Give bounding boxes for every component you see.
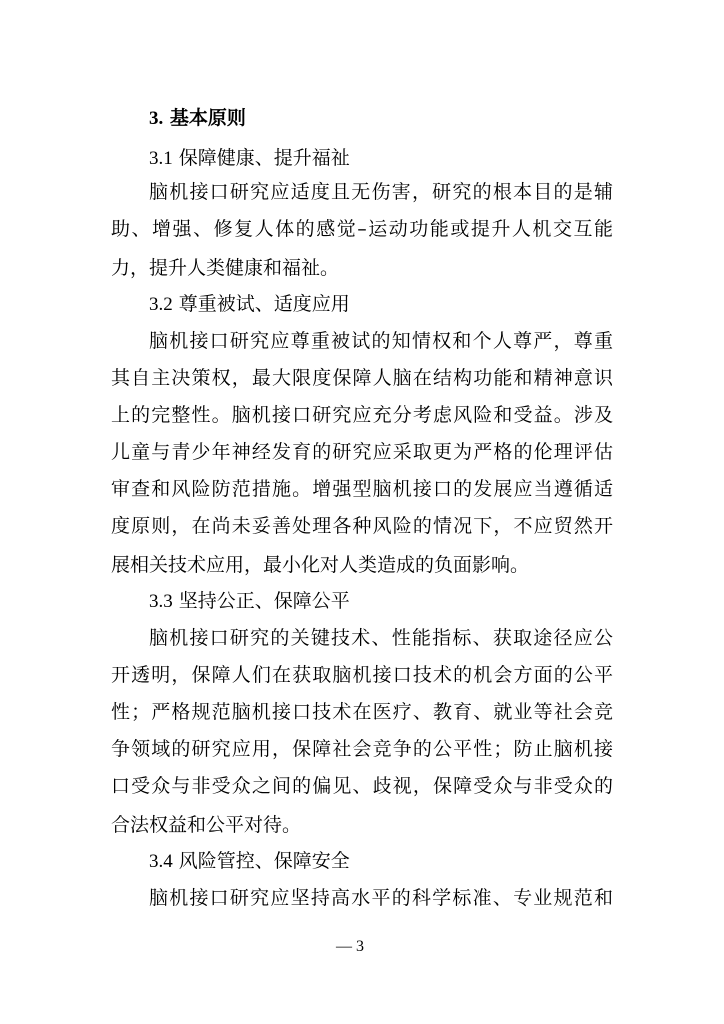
paragraph-line: 口受众与非受众之间的偏见、歧视，保障受众与非受众的: [111, 775, 613, 797]
paragraph-line: 性；严格规范脑机接口技术在医疗、教育、就业等社会竞: [111, 701, 613, 723]
paragraph-line: 度原则，在尚未妥善处理各种风险的情况下，不应贸然开: [111, 515, 613, 537]
paragraph-line: 助、增强、修复人体的感觉–运动功能或提升人机交互能: [111, 218, 613, 240]
paragraph-line: 合法权益和公平对待。: [111, 814, 302, 836]
page-number: — 3: [336, 938, 364, 955]
section-number: 3.: [149, 108, 164, 129]
section-heading: [149, 106, 613, 131]
paragraph-line: 审查和风险防范措施。增强型脑机接口的发展应当遵循适: [111, 478, 613, 500]
subsection-number: 3.2: [149, 294, 173, 315]
paragraph-line: 力，提升人类健康和福祉。: [111, 257, 340, 279]
paragraph-line: 上的完整性。脑机接口研究应充分考虑风险和受益。涉及: [111, 404, 613, 426]
subsection-number: 3.3: [149, 591, 173, 612]
subsection-title: 尊重被试、适度应用: [172, 293, 350, 315]
subsection-heading-3-2: [149, 292, 613, 317]
subsection-heading-3-1: [149, 146, 613, 171]
subsection-title: 风险管控、保障安全: [172, 850, 350, 872]
subsection-number: 3.1: [149, 148, 173, 169]
subsection-title: 坚持公正、保障公平: [172, 590, 350, 612]
subsection-number: 3.4: [149, 851, 173, 872]
subsection-heading-3-3: [149, 589, 613, 614]
subsection-title: 保障健康、提升福祉: [172, 147, 350, 169]
paragraph-line: 展相关技术应用，最小化对人类造成的负面影响。: [111, 554, 530, 576]
section-title: 基本原则: [163, 107, 246, 129]
paragraph-line: 脑机接口研究应尊重被试的知情权和个人尊严，尊重: [149, 330, 613, 352]
paragraph-line: 脑机接口研究应坚持高水平的科学标准、专业规范和: [149, 887, 613, 909]
paragraph-line: 脑机接口研究的关键技术、性能指标、获取途径应公: [149, 627, 613, 649]
paragraph-line: 其自主决策权，最大限度保障人脑在结构功能和精神意识: [111, 367, 613, 389]
subsection-heading-3-4: [149, 849, 613, 874]
paragraph-line: 争领域的研究应用，保障社会竞争的公平性；防止脑机接: [111, 738, 613, 760]
paragraph-line: 脑机接口研究应适度且无伤害，研究的根本目的是辅: [149, 181, 613, 203]
paragraph-line: 儿童与青少年神经发育的研究应采取更为严格的伦理评估: [111, 441, 613, 463]
paragraph-line: 开透明，保障人们在获取脑机接口技术的机会方面的公平: [111, 664, 613, 686]
